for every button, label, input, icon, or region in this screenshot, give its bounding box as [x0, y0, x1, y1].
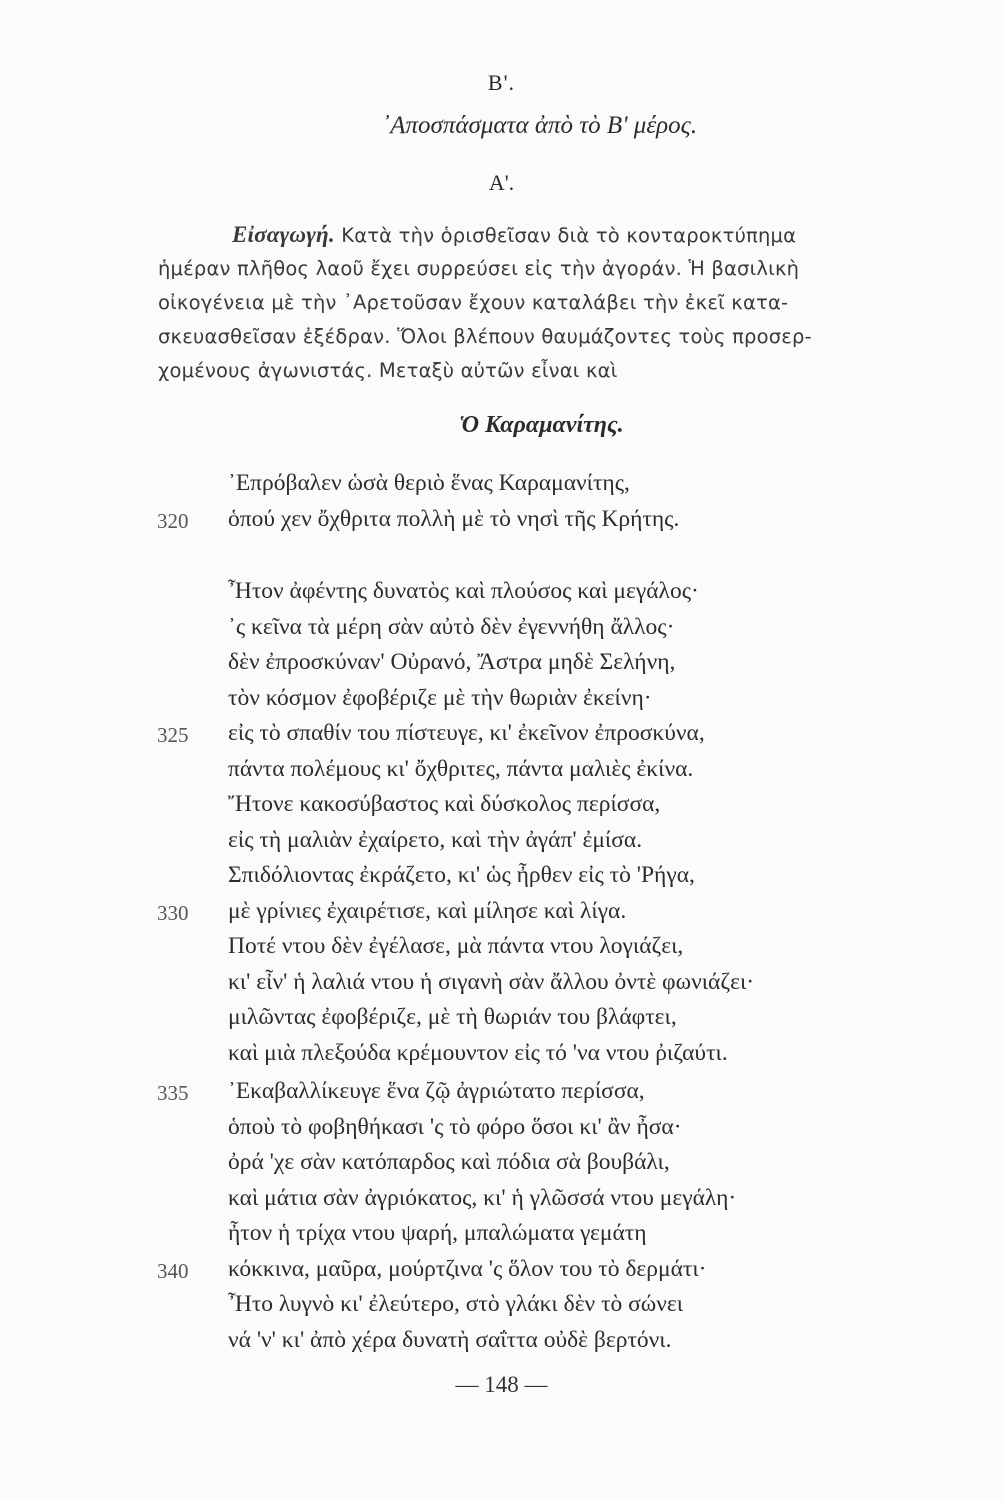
intro-line-3: οἰκογένεια μὲ τὴν ᾿Αρετοῦσαν ἔχουν καταλάβει τὴν ἐκεῖ κατα-	[158, 291, 789, 314]
speaker-heading: Ὁ Καραμανίτης.	[459, 412, 624, 438]
part-title: ᾿Αποσπάσματα ἀπὸ τὸ Β' μέρος.	[381, 112, 698, 139]
line-number: 325	[157, 723, 189, 747]
verse-line: ᾿Εκαβαλλίκευγε ἕνα ζῷ ἀγριώτατο περίσσα,	[228, 1078, 645, 1104]
intro-line-2: ἡμέραν πλῆθος λαοῦ ἔχει συρρεύσει εἰς τὴν ἀγοράν. Ἡ βασιλικὴ	[158, 257, 800, 280]
line-number: 330	[157, 900, 189, 925]
verse-line: ᾿Επρόβαλεν ὡσὰ θεριὸ ἕνας Καραμανίτης,	[228, 470, 630, 496]
verse-line: ἦτον ἡ τρίχα ντου ψαρή, μπαλώματα γεμάτη	[228, 1220, 647, 1246]
verse-line: ᾿ς κεῖνα τὰ μέρη σὰν αὐτὸ δὲν ἐγεννήθη ἄλλος·	[228, 613, 675, 640]
line-number: 340	[157, 1258, 189, 1283]
verse-line: Ἦτο λυγνὸ κι' ἐλεύτερο, στὸ γλάκι δὲν τὸ σώνει	[228, 1291, 684, 1317]
verse-line: τὸν κόσμον ἐφοβέριζε μὲ τὴν θωριὰν ἐκείνη·	[228, 684, 652, 711]
verse-line: καὶ μάτια σὰν ἀγριόκατος, κι' ἡ γλῶσσά ντου μεγάλη·	[228, 1184, 737, 1211]
verse-line: δὲν ἐπροσκύναν' Οὐρανό, Ἄστρα μηδὲ Σελήνη,	[228, 649, 676, 675]
verse-line: ὁπού χεν ὄχθριτα πολλὴ μὲ τὸ νησὶ τῆς Κρήτης.	[228, 505, 680, 532]
page-number: — 148 —	[455, 1372, 548, 1397]
verse-line: νά 'ν' κι' ἀπὸ χέρα δυνατὴ σαΐττα οὐδὲ βερτόνι.	[228, 1326, 672, 1353]
intro-line-5: χομένους ἀγωνιστάς. Μεταξὺ αὐτῶν εἶναι καὶ	[158, 359, 618, 382]
verse-line: εἰς τὸ σπαθίν του πίστευγε, κι' ἐκεῖνον ἐπροσκύνα,	[228, 720, 705, 746]
intro-lead: Εἰσαγωγή.	[232, 222, 335, 247]
intro-line-1	[232, 218, 942, 253]
verse-line: ὁποὺ τὸ φοβηθήκασι 'ς τὸ φόρο ὅσοι κι' ἂν ἦσα·	[228, 1113, 682, 1140]
intro-text: Κατὰ τὴν ὁρισθεῖσαν διὰ τὸ κονταροκτύπημα	[341, 224, 797, 247]
verse-line: Σπιδόλιοντας ἐκράζετο, κι' ὡς ἦρθεν εἰς τὸ 'Ρήγα,	[228, 862, 695, 888]
verse-line: μὲ γρίνιες ἐχαιρέτισε, καὶ μίλησε καὶ λίγα.	[228, 897, 627, 924]
line-number: 335	[157, 1081, 189, 1105]
verse-line: κι' εἶν' ἡ λαλιά ντου ἡ σιγανὴ σὰν ἄλλου ὀντὲ φωνιάζει·	[228, 968, 755, 995]
verse-line: μιλῶντας ἐφοβέριζε, μὲ τὴ θωριάν του βλάφτει,	[228, 1004, 677, 1030]
verse-line: εἰς τὴ μαλιὰν ἐχαίρετο, καὶ τὴν ἀγάπ' ἐμίσα.	[228, 826, 643, 853]
section-number: Α'.	[488, 170, 515, 195]
verse-line: Ἤτονε κακοσύβαστος καὶ δύσκολος περίσσα,	[228, 791, 661, 817]
line-number: 320	[157, 508, 189, 533]
part-number: Β'.	[487, 70, 516, 95]
intro-line-4: σκευασθεῖσαν ἐξέδραν. Ὅλοι βλέπουν θαυμάζοντες τοὺς προσερ-	[158, 325, 812, 348]
verse-line: καὶ μιὰ πλεξούδα κρέμουντον εἰς τό 'να ντου ῤιζαύτι.	[228, 1039, 728, 1066]
verse-line: ὀρά 'χε σὰν κατόπαρδος καὶ πόδια σὰ βουβάλι,	[228, 1149, 670, 1175]
verse-line: Ἦτον ἀφέντης δυνατὸς καὶ πλούσος καὶ μεγάλος·	[228, 578, 699, 604]
verse-line: πάντα πολέμους κι' ὄχθριτες, πάντα μαλιὲς ἐκίνα.	[228, 755, 694, 782]
verse-line: Ποτέ ντου δὲν ἐγέλασε, μὰ πάντα ντου λογιάζει,	[228, 933, 684, 959]
verse-line: κόκκινα, μαῦρα, μούρτζινα 'ς ὅλον του τὸ δερμάτι·	[228, 1255, 707, 1282]
